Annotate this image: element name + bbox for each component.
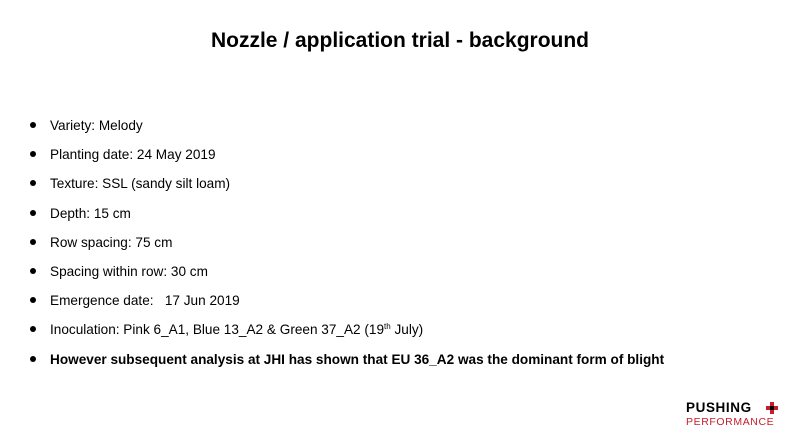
- bullet-text-after: July): [390, 322, 424, 338]
- bullet-item: [28, 145, 664, 174]
- bullet-item: [28, 204, 664, 233]
- bullet-text: Row spacing: 75 cm: [50, 234, 173, 250]
- bullet-dot: [30, 210, 36, 216]
- bullet-dot: [30, 326, 36, 332]
- bullet-dot: [30, 151, 36, 157]
- bullet-item: [28, 291, 664, 320]
- bullet-text: However subsequent analysis at JHI has shown that EU 36_A2 was the dominant form of blight: [50, 351, 665, 367]
- bullet-text-before: Inoculation: Pink 6_A1, Blue 13_A2 & Green 37_A2 (19: [50, 322, 385, 338]
- bullet-text: Variety: Melody: [50, 118, 143, 133]
- bullet-item: [28, 350, 664, 379]
- bullet-text: Planting date: 24 May 2019: [50, 147, 216, 163]
- logo-line2: PERFORMANCE: [686, 416, 775, 428]
- logo-line1: PUSHING: [686, 400, 752, 415]
- ordinal-superscript: th: [384, 322, 391, 332]
- slide-title: Nozzle / application trial - background: [210, 29, 590, 52]
- bullet-dot: [30, 122, 36, 128]
- diamond-cross-icon: [766, 402, 778, 414]
- bullet-text: Depth: 15 cm: [50, 205, 131, 221]
- bullet-text: Texture: SSL (sandy silt loam): [50, 176, 231, 192]
- bullet-item: [28, 233, 664, 262]
- bullet-dot: [30, 180, 36, 186]
- bullet-dot: [30, 297, 36, 303]
- pushing-performance-logo: [686, 400, 786, 430]
- bullet-dot: [30, 239, 36, 245]
- bullet-text: Spacing within row: 30 cm: [50, 263, 208, 279]
- bullet-item: [28, 320, 664, 349]
- bullet-item: [28, 116, 664, 145]
- bullet-list: [28, 116, 664, 379]
- bullet-item: [28, 262, 664, 291]
- bullet-dot: [30, 268, 36, 274]
- bullet-text: Emergence date: 17 Jun 2019: [50, 293, 240, 309]
- bullet-dot: [30, 356, 36, 362]
- bullet-item: [28, 174, 664, 203]
